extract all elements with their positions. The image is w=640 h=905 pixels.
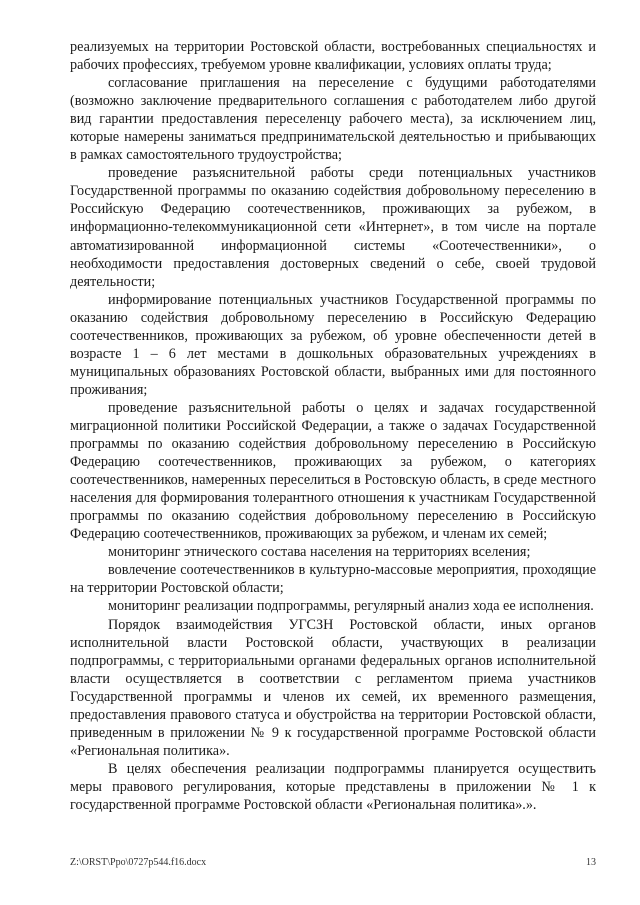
paragraph-migration-policy: проведение разъяснительной работы о целях и задачах государственной миграционной политики Российской Федерации, а также о задачах Государственной программы по оказанию содействия добровольному переселению в Российскую Федерацию соотечественников, проживающих за рубежом, о категориях соотечественников, намеренных переселиться в Ростовскую область, в среде местного населения для формирования толерантного отношения к участникам Государственной программы по оказанию содействия добровольному переселению в Российскую Федерацию соотечественников, проживающих за рубежом, и членам их семей; <box>70 399 596 543</box>
paragraph-continuation: реализуемых на территории Ростовской области, востребованных специальностях и рабочих профессиях, требуемом уровне квалификации, условиях оплаты труда; <box>70 39 596 74</box>
paragraph-kindergarten-info: информирование потенциальных участников Государственной программы по оказанию содействия добровольному переселению в Российскую Федерацию соотечественников, проживающих за рубежом, об уровне обеспеченности детей в возрасте 1 – 6 лет местами в дошкольных образовательных учреждениях в муниципальных образованиях Ростовской области, выбранных ими для постоянного проживания; <box>70 291 596 398</box>
paragraph-employer-invitation: согласование приглашения на переселение с будущими работодателями (возможно заключение предварительного соглашения с работодателем либо другой вид гарантии предоставления переселенцу рабочего места), за исключением лиц, которые намерены заниматься предпринимательской деятельностью и прибывающих в рамках самостоятельного трудоустройства; <box>70 75 596 164</box>
paragraph-cultural-events: вовлечение соотечественников в культурно-массовые мероприятия, проходящие на территории Ростовской области; <box>70 562 596 597</box>
paragraph-ethnic-monitoring: мониторинг этнического состава населения на территориях вселения; <box>108 544 531 561</box>
page-number: 13 <box>586 857 596 868</box>
file-path: Z:\ORST\Ppo\0727p544.f16.docx <box>70 857 207 868</box>
paragraph-subprogram-monitoring: мониторинг реализации подпрограммы, регулярный анализ хода ее исполнения. <box>108 598 594 615</box>
paragraph-interaction-order: Порядок взаимодействия УГСЗН Ростовской области, иных органов исполнительной власти Ростовской области, участвующих в реализации подпрограммы, с территориальными органами федеральных органов исполнительной власти осуществляется в соответствии с регламентом приема участников Государственной программы и членов их семей, их временного размещения, предоставления правового статуса и обустройства на территории Ростовской области, приведенным в приложении № 9 к государственной программе Ростовской области «Региональная политика». <box>70 616 596 759</box>
page-footer <box>70 857 596 871</box>
document-body <box>70 38 596 814</box>
paragraph-outreach-internet: проведение разъяснительной работы среди потенциальных участников Государственной программы по оказанию содействия добровольному переселению в Российскую Федерацию соотечественников, проживающих за рубежом, в информационно-телекоммуникационной сети «Интернет», в том числе на портале автоматизированной информационной системы «Соотечественники», о необходимости предоставления достоверных сведений о себе, своей трудовой деятельности; <box>70 165 596 290</box>
paragraph-legal-regulation: В целях обеспечения реализации подпрограммы планируется осуществить меры правового регулирования, которые представлены в приложении № 1 к государственной программе Ростовской области «Региональная политика».». <box>70 760 596 813</box>
